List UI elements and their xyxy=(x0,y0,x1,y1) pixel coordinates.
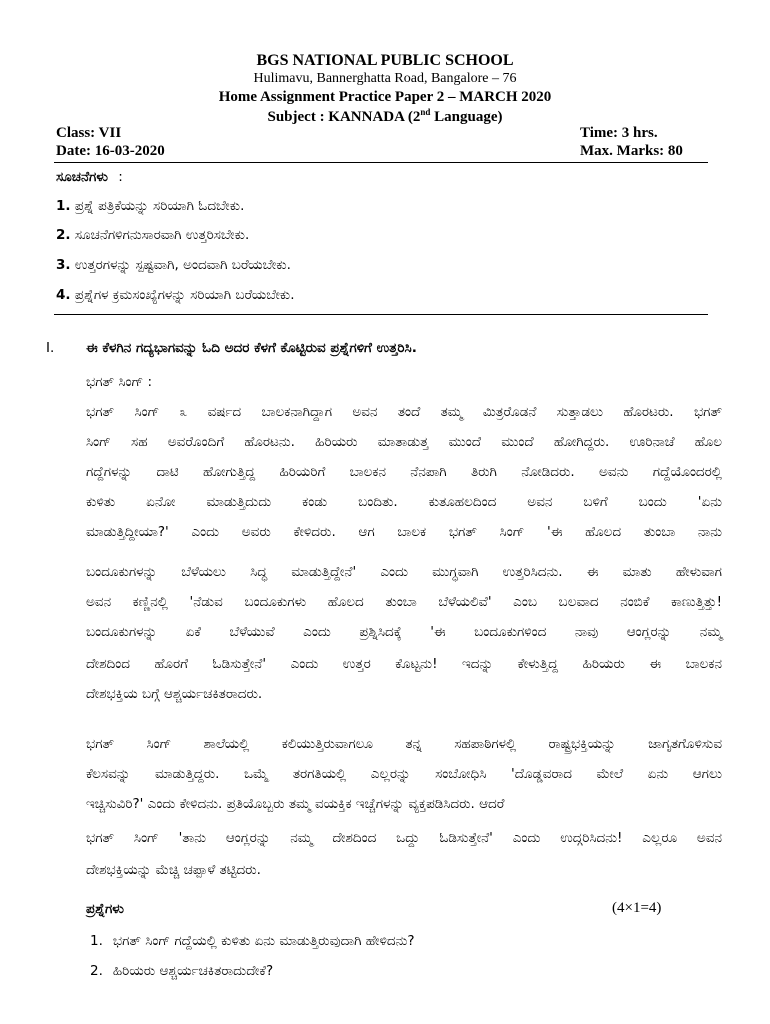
passage-line: ಗದ್ದೆಗಳನ್ನು ದಾಟಿ ಹೋಗುತ್ತಿದ್ದ ಹಿರಿಯರಿಗೆ ಬಾಲಕನ ನೆನಪಾಗಿ ತಿರುಗಿ ನೋಡಿದರು. ಅವನು ಗದ್ದೆಯೊಂದರಲ್ಲಿ xyxy=(86,464,722,480)
instruction-text: ಪ್ರಶ್ನೆಗಳ ಕ್ರಮಸಂಖ್ಯೆಗಳನ್ನು ಸರಿಯಾಗಿ ಬರೆಯಬೇಕು. xyxy=(74,287,295,303)
instructions-colon: : xyxy=(118,169,123,185)
instruction-number: 3. xyxy=(56,257,71,273)
date-label: Date: 16-03-2020 xyxy=(56,143,165,159)
passage-line: ಬಂದೂಕುಗಳನ್ನು ಬೆಳೆಯಲು ಸಿದ್ಧ ಮಾಡುತ್ತಿದ್ದೇನೆ' ಎಂದು ಮುಗ್ಧವಾಗಿ ಉತ್ತರಿಸಿದನು. ಈ ಮಾತು ಹೇಳುವಾಗ xyxy=(86,564,722,580)
passage-line: ಸಿಂಗ್ ಸಹ ಅವರೊಂದಿಗೆ ಹೊರಟನು. ಹಿರಿಯರು ಮಾತಾಡುತ್ತ ಮುಂದೆ ಮುಂದೆ ಹೋಗಿದ್ದರು. ಊರಿನಾಚೆ ಹೊಲ xyxy=(86,434,722,450)
instruction-text: ಸೂಚನೆಗಳಿಗನುಸಾರವಾಗಿ ಉತ್ತರಿಸಬೇಕು. xyxy=(74,227,250,243)
passage-line: ಬಂದೂಕುಗಳನ್ನು ಏಕೆ ಬೆಳೆಯುವೆ ಎಂದು ಪ್ರಶ್ನಿಸಿದಕ್ಕೆ 'ಈ ಬಂದೂಕುಗಳಿಂದ ನಾವು ಆಂಗ್ಲರನ್ನು ನಮ್ಮ xyxy=(86,624,722,640)
instruction-number: 4. xyxy=(56,287,71,303)
max-marks-label: Max. Marks: 80 xyxy=(580,143,683,159)
passage-line: ದೇಶದಿಂದ ಹೊರಗೆ ಓಡಿಸುತ್ತೇನೆ' ಎಂದು ಉತ್ತರ ಕೊಟ್ಟನು! ಇದನ್ನು ಕೇಳುತ್ತಿದ್ದ ಹಿರಿಯರು ಈ ಬಾಲಕನ xyxy=(86,656,722,672)
passage-line: ಭಗತ್ ಸಿಂಗ್ 'ತಾನು ಆಂಗ್ಲರನ್ನು ನಮ್ಮ ದೇಶದಿಂದ ಒದ್ದು ಓಡಿಸುತ್ತೇನೆ' ಎಂದು ಉದ್ಗರಿಸಿದನು! ಎಲ್ಲರೂ ಅವನ xyxy=(86,830,722,846)
passage-line: ಕುಳಿತು ಏನೋ ಮಾಡುತ್ತಿದುದು ಕಂಡು ಬಂದಿತು. ಕುತೂಹಲದಿಂದ ಅವನ ಬಳಿಗೆ ಬಂದು 'ಏನು xyxy=(86,494,722,510)
questions-heading: ಪ್ರಶ್ನೆಗಳು xyxy=(86,901,124,917)
instructions-heading: ಸೂಚನೆಗಳು xyxy=(56,169,108,185)
passage-line: ಮಾಡುತ್ತಿದ್ದೀಯಾ?' ಎಂದು ಅವರು ಕೇಳಿದರು. ಆಗ ಬಾಲಕ ಭಗತ್ ಸಿಂಗ್ 'ಈ ಹೊಲದ ತುಂಬಾ ನಾನು xyxy=(86,524,722,540)
subject-prefix: Subject : KANNADA (2 xyxy=(267,109,421,125)
passage-line: ಭಗತ್ ಸಿಂಗ್ ಶಾಲೆಯಲ್ಲಿ ಕಲಿಯುತ್ತಿರುವಾಗಲೂ ತನ್ನ ಸಹಪಾಠಿಗಳಲ್ಲಿ ರಾಷ್ಟ್ರಭಕ್ತಿಯನ್ನು ಜಾಗೃತಗೊಳಿಸುವ xyxy=(86,736,722,752)
school-name: BGS NATIONAL PUBLIC SCHOOL xyxy=(256,52,514,69)
passage-line: ಭಗತ್ ಸಿಂಗ್ ೩ ವರ್ಷದ ಬಾಲಕನಾಗಿದ್ದಾಗ ಅವನ ತಂದೆ ತಮ್ಮ ಮಿತ್ರರೊಡನೆ ಸುತ್ತಾಡಲು ಹೊರಟರು. ಭಗತ್ xyxy=(86,404,722,420)
question-text: ಭಗತ್ ಸಿಂಗ್ ಗದ್ದೆಯಲ್ಲಿ ಕುಳಿತು ಏನು ಮಾಡುತ್ತಿರುವುದಾಗಿ ಹೇಳಿದನು? xyxy=(112,933,415,949)
passage-line: ದೇಶಭಕ್ತಿಯ ಬಗ್ಗೆ ಆಶ್ಚರ್ಯಚಕಿತರಾದರು. xyxy=(86,686,263,702)
instruction-item xyxy=(56,229,249,243)
passage-heading: ಭಗತ್ ಸಿಂಗ್ : xyxy=(86,374,153,390)
instruction-text: ಉತ್ತರಗಳನ್ನು ಸ್ಪಷ್ಟವಾಗಿ, ಅಂದವಾಗಿ ಬರೆಯಬೇಕು. xyxy=(74,257,291,273)
instruction-number: 2. xyxy=(56,227,71,243)
instruction-text: ಪ್ರಶ್ನೆ ಪತ್ರಿಕೆಯನ್ನು ಸರಿಯಾಗಿ ಓದಬೇಕು. xyxy=(74,198,245,214)
passage-line: ಕೆಲಸವನ್ನು ಮಾಡುತ್ತಿದ್ದರು. ಒಮ್ಮೆ ತರಗತಿಯಲ್ಲಿ ಎಲ್ಲರನ್ನು ಸಂಬೋಧಿಸಿ 'ದೊಡ್ಡವರಾದ ಮೇಲೆ ಏನು ಆಗಲು xyxy=(86,766,722,782)
subject-line xyxy=(0,107,770,126)
question-number: 2. xyxy=(90,963,103,979)
paper-title: Home Assignment Practice Paper 2 – MARCH 2020 xyxy=(218,89,552,105)
instructions-divider xyxy=(54,314,708,315)
question-number: 1. xyxy=(90,933,103,949)
header-divider xyxy=(54,162,708,163)
question-item xyxy=(90,935,415,949)
instruction-item xyxy=(56,259,291,273)
question-text: ಹಿರಿಯರು ಆಶ್ಚರ್ಯಚಕಿತರಾದುದೇಕೆ? xyxy=(112,963,274,979)
passage-line: ಅವನ ಕಣ್ಣಿನಲ್ಲಿ 'ನೆಡುವ ಬಂದೂಕುಗಳು ಹೊಲದ ತುಂಬಾ ಬೆಳೆಯಲಿವೆ' ಎಂಬ ಬಲವಾದ ನಂಬಿಕೆ ಕಾಣುತ್ತಿತ್ತು! xyxy=(86,594,722,610)
subject-suffix: Language) xyxy=(430,109,503,125)
section-title: ಈ ಕೆಳಗಿನ ಗದ್ಯಭಾಗವನ್ನು ಓದಿ ಅದರ ಕೆಳಗೆ ಕೊಟ್ಟಿರುವ ಪ್ರಶ್ನೆಗಳಿಗೆ ಉತ್ತರಿಸಿ. xyxy=(86,340,417,356)
instruction-number: 1. xyxy=(56,198,71,214)
passage-line: ಇಚ್ಚಿಸುವಿರಿ?' ಎಂದು ಕೇಳಿದನು. ಪ್ರತಿಯೊಬ್ಬರು ತಮ್ಮ ವಯಕ್ತಿಕ ಇಚ್ಚೆಗಳನ್ನು ವ್ಯಕ್ತಪಡಿಸಿದರು. ಆದರೆ xyxy=(86,796,505,812)
question-item xyxy=(90,965,273,979)
time-label: Time: 3 hrs. xyxy=(580,125,658,141)
instruction-item xyxy=(56,200,244,214)
subject-superscript: nd xyxy=(420,107,431,117)
instructions-heading-row xyxy=(56,171,123,185)
passage-line: ದೇಶಭಕ್ತಿಯನ್ನು ಮೆಚ್ಚಿ ಚಪ್ಪಾಳೆ ತಟ್ಟಿದರು. xyxy=(86,862,261,878)
school-address: Hulimavu, Bannerghatta Road, Bangalore – 76 xyxy=(253,71,517,86)
section-number: I. xyxy=(46,340,55,356)
class-label: Class: VII xyxy=(56,125,122,141)
instruction-item xyxy=(56,289,295,303)
questions-marks: (4×1=4) xyxy=(612,900,662,916)
